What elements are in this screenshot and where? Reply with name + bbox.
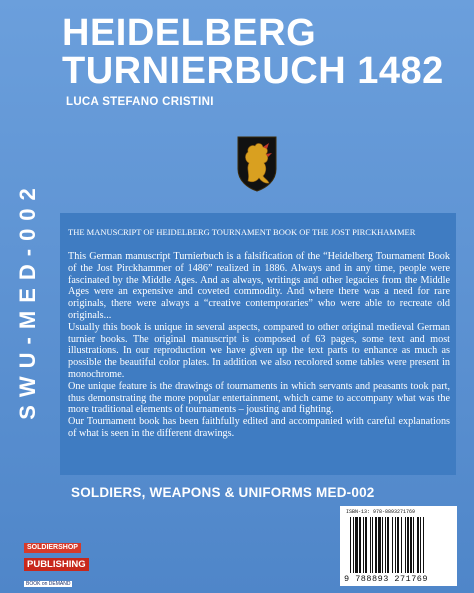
spine-code-vertical	[8, 150, 48, 450]
author-name: LUCA STEFANO CRISTINI	[66, 96, 214, 108]
spine-code-text: SWU-MED-002	[15, 180, 40, 420]
publisher-name-top: SOLDIERSHOP	[24, 543, 81, 553]
barcode-bar	[355, 517, 358, 573]
barcode-bar	[372, 517, 373, 573]
barcode-bar	[407, 517, 409, 573]
barcode-bar	[395, 517, 396, 573]
barcode-bar	[385, 517, 386, 573]
title-line-1: HEIDELBERG	[62, 12, 317, 54]
barcode-number: 9 788893 271769	[344, 574, 429, 584]
panel-title: THE MANUSCRIPT OF HEIDELBERG TOURNAMENT BOOK OF THE JOST PIRCKHAMMER	[68, 227, 416, 237]
barcode-bars	[350, 517, 448, 573]
publisher-logo	[24, 536, 86, 587]
paragraph: One unique feature is the drawings of tournaments in which servants and peasants took part, thus demonstrating the more popular entertainment, which came to accompany what was the more traditional elements of tournaments – jousting and fighting.	[68, 380, 450, 416]
publisher-name-main: PUBLISHING	[24, 558, 89, 571]
barcode-bar	[397, 517, 399, 573]
paragraph: This German manuscript Turnierbuch is a falsification of the “Heidelberg Tournament Book of the Jost Pirckhammer of 1486” realized in 1886. Always and in any time, people were fascinated by the Middle Ages. And as always, writings and other legacies from the Middle Ages were an expensive and coveted commodity. And where there was a need for rare originals, there were always a “creative contemporaries” who were able to recreate old originals...	[68, 251, 450, 321]
barcode-bar	[378, 517, 381, 573]
barcode-bar	[405, 517, 406, 573]
barcode-bar	[401, 517, 402, 573]
barcode-bar	[417, 517, 419, 573]
barcode-bar	[423, 517, 424, 573]
description-panel	[60, 213, 456, 475]
barcode-bar	[387, 517, 389, 573]
series-title: SOLDIERS, WEAPONS & UNIFORMS MED-002	[71, 485, 375, 500]
paragraph: Our Tournament book has been faithfully edited and accompanied with careful explanations of what is seen in the different drawings.	[68, 416, 450, 439]
barcode-bar	[382, 517, 383, 573]
paragraph: Usually this book is unique in several aspects, compared to other original medieval German turnier books. The original manuscript is composed of 63 pages, some text and most illustrations. In our reproduction we have given up the text parts to enhance as much as possible the beautiful color plates. In addition we also recolored some tables were present in monochrome.	[68, 321, 450, 380]
barcode-bar	[353, 517, 354, 573]
title-line-2: TURNIERBUCH 1482	[62, 50, 444, 92]
barcode-bar	[365, 517, 367, 573]
barcode-bar	[420, 517, 421, 573]
barcode-bar	[350, 517, 351, 573]
barcode-bar	[410, 517, 412, 573]
book-title	[62, 14, 444, 90]
barcode-bar	[413, 517, 414, 573]
barcode-bar	[375, 517, 377, 573]
heraldic-lion-shield-icon	[236, 135, 278, 193]
barcode-bar	[359, 517, 361, 573]
barcode-bar	[363, 517, 364, 573]
panel-body	[68, 251, 450, 440]
barcode-bar	[370, 517, 371, 573]
barcode	[340, 506, 457, 586]
barcode-bar	[392, 517, 393, 573]
publisher-tagline: BOOK on DEMAND	[26, 581, 71, 587]
isbn-label: ISBN-13: 978-8893271769	[346, 509, 416, 515]
